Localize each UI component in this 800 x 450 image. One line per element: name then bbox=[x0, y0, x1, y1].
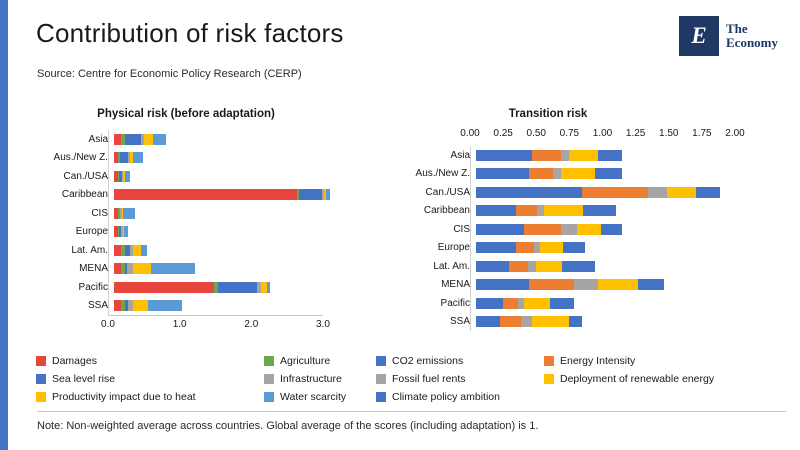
bar-segment bbox=[561, 150, 569, 161]
bar-segment bbox=[524, 224, 561, 235]
legend-item bbox=[264, 355, 330, 367]
bar-track bbox=[476, 276, 741, 295]
x-axis-baseline bbox=[108, 315, 323, 316]
category-label: Europe bbox=[437, 242, 470, 254]
bar-segment bbox=[532, 150, 561, 161]
bar-segment bbox=[476, 150, 532, 161]
category-label: Asia bbox=[88, 133, 108, 145]
legend-label: Energy Intensity bbox=[560, 355, 636, 367]
bar-segment bbox=[299, 189, 322, 200]
legend-label: Fossil fuel rents bbox=[392, 373, 466, 385]
legend-item bbox=[376, 391, 500, 403]
bar-segment bbox=[536, 261, 563, 272]
category-label: SSA bbox=[449, 316, 470, 328]
bar-segment bbox=[133, 152, 142, 163]
bar-segment bbox=[148, 300, 182, 311]
chart-row bbox=[398, 257, 758, 276]
bar-segment bbox=[153, 134, 167, 145]
legend-swatch bbox=[376, 356, 386, 366]
brand-logo bbox=[679, 16, 778, 56]
bar-segment bbox=[529, 168, 553, 179]
bar-track bbox=[476, 239, 741, 258]
bar-segment bbox=[524, 298, 551, 309]
bar-segment bbox=[476, 187, 582, 198]
chart-legend bbox=[36, 355, 776, 407]
bar-track bbox=[114, 204, 329, 223]
legend-item bbox=[544, 355, 635, 367]
x-tick: 0.50 bbox=[526, 128, 546, 139]
category-label: CIS bbox=[453, 223, 470, 235]
chart-row bbox=[398, 276, 758, 295]
bar-track bbox=[114, 186, 329, 205]
bar-track bbox=[114, 297, 329, 316]
bar-segment bbox=[561, 168, 595, 179]
chart-row bbox=[36, 149, 356, 168]
bar-track bbox=[114, 223, 329, 242]
bar-segment bbox=[601, 224, 622, 235]
bar-segment bbox=[583, 205, 616, 216]
bar-track bbox=[114, 130, 329, 149]
bar-segment bbox=[598, 150, 622, 161]
chart-row bbox=[398, 294, 758, 313]
category-label: Europe bbox=[75, 226, 108, 238]
chart-row bbox=[398, 220, 758, 239]
chart-row bbox=[36, 130, 356, 149]
bar-segment bbox=[476, 224, 524, 235]
footnote: Note: Non-weighted average across countries. Global average of the scores (including adaptation) is 1. bbox=[37, 420, 539, 432]
category-label: Aus./New Z. bbox=[415, 168, 470, 180]
legend-label: CO2 emissions bbox=[392, 355, 464, 367]
bar-segment bbox=[124, 226, 128, 237]
bar-segment bbox=[114, 245, 121, 256]
bar-segment bbox=[500, 316, 521, 327]
bar-segment bbox=[582, 187, 648, 198]
legend-swatch bbox=[376, 374, 386, 384]
logo-line-2: Economy bbox=[726, 35, 778, 50]
bar-segment bbox=[133, 263, 151, 274]
bar-segment bbox=[476, 279, 529, 290]
x-tick: 2.0 bbox=[244, 319, 259, 330]
legend-label: Deployment of renewable energy bbox=[560, 373, 715, 385]
bar-segment bbox=[114, 282, 214, 293]
category-label: MENA bbox=[79, 263, 108, 275]
logo-text bbox=[726, 22, 778, 50]
chart-transition-risk bbox=[398, 128, 758, 333]
bar-segment bbox=[574, 279, 598, 290]
bar-track bbox=[114, 241, 329, 260]
chart-rows bbox=[36, 130, 356, 315]
x-tick: 1.0 bbox=[172, 319, 187, 330]
bar-segment bbox=[267, 282, 271, 293]
bar-segment bbox=[667, 187, 696, 198]
bar-track bbox=[476, 294, 741, 313]
bar-segment bbox=[114, 189, 297, 200]
chart-row bbox=[398, 183, 758, 202]
bar-segment bbox=[114, 134, 121, 145]
x-axis-tick-labels bbox=[460, 128, 745, 146]
legend-item bbox=[36, 391, 196, 403]
category-label: Lat. Am. bbox=[433, 260, 470, 272]
bar-segment bbox=[114, 300, 121, 311]
bar-segment bbox=[537, 205, 544, 216]
bar-segment bbox=[476, 261, 509, 272]
bar-track bbox=[476, 257, 741, 276]
legend-swatch bbox=[36, 356, 46, 366]
chart-title-transition-risk: Transition risk bbox=[508, 108, 588, 120]
legend-swatch bbox=[36, 392, 46, 402]
chart-row bbox=[398, 165, 758, 184]
bar-track bbox=[114, 278, 329, 297]
category-label: CIS bbox=[91, 207, 108, 219]
legend-label: Water scarcity bbox=[280, 391, 347, 403]
chart-row bbox=[36, 278, 356, 297]
legend-label: Damages bbox=[52, 355, 97, 367]
chart-row bbox=[36, 204, 356, 223]
legend-swatch bbox=[36, 374, 46, 384]
chart-row bbox=[398, 313, 758, 332]
legend-swatch bbox=[264, 356, 274, 366]
bar-segment bbox=[125, 134, 141, 145]
legend-item bbox=[264, 373, 342, 385]
bar-segment bbox=[476, 316, 500, 327]
legend-item bbox=[376, 373, 466, 385]
legend-swatch bbox=[264, 392, 274, 402]
legend-label: Sea level rise bbox=[52, 373, 116, 385]
bar-track bbox=[476, 165, 741, 184]
bar-segment bbox=[561, 224, 577, 235]
bar-segment bbox=[540, 242, 564, 253]
bar-segment bbox=[516, 242, 535, 253]
legend-label: Infrastructure bbox=[280, 373, 342, 385]
category-label: Pacific bbox=[440, 297, 470, 309]
bar-segment bbox=[326, 189, 330, 200]
bar-segment bbox=[648, 187, 667, 198]
bar-segment bbox=[696, 187, 720, 198]
bar-segment bbox=[218, 282, 257, 293]
page-title: Contribution of risk factors bbox=[36, 18, 344, 48]
bar-segment bbox=[509, 261, 528, 272]
legend-item bbox=[36, 355, 97, 367]
bar-track bbox=[114, 149, 329, 168]
x-tick: 3.0 bbox=[316, 319, 330, 330]
chart-row bbox=[398, 146, 758, 165]
bar-track bbox=[476, 313, 741, 332]
chart-row bbox=[36, 260, 356, 279]
legend-swatch bbox=[544, 374, 554, 384]
bar-track bbox=[476, 202, 741, 221]
x-tick: 1.25 bbox=[625, 128, 646, 139]
bar-segment bbox=[476, 298, 503, 309]
legend-label: Productivity impact due to heat bbox=[52, 391, 196, 403]
bar-segment bbox=[563, 242, 584, 253]
x-tick: 0.25 bbox=[493, 128, 513, 139]
bar-track bbox=[114, 260, 329, 279]
legend-item bbox=[264, 391, 346, 403]
category-label: Lat. Am. bbox=[71, 244, 108, 256]
bar-segment bbox=[123, 208, 134, 219]
bar-segment bbox=[125, 171, 130, 182]
logo-line-1: The bbox=[726, 20, 748, 36]
slide-accent-bar bbox=[0, 0, 8, 450]
x-tick: 1.75 bbox=[692, 128, 712, 139]
bar-segment bbox=[562, 261, 595, 272]
legend-swatch bbox=[264, 374, 274, 384]
chart-physical-risk bbox=[36, 130, 356, 335]
slide bbox=[8, 0, 800, 450]
footnote-divider bbox=[37, 411, 786, 412]
x-tick: 0.75 bbox=[559, 128, 580, 139]
x-tick: 0.0 bbox=[101, 319, 115, 330]
category-label: Can./USA bbox=[63, 170, 108, 182]
chart-row bbox=[36, 167, 356, 186]
chart-row bbox=[36, 241, 356, 260]
chart-row bbox=[36, 223, 356, 242]
category-label: Can./USA bbox=[425, 186, 470, 198]
bar-segment bbox=[476, 242, 516, 253]
category-label: SSA bbox=[87, 300, 108, 312]
bar-segment bbox=[151, 263, 195, 274]
category-label: Aus./New Z. bbox=[53, 152, 108, 164]
category-label: Caribbean bbox=[61, 189, 108, 201]
category-label: Pacific bbox=[78, 281, 108, 293]
bar-track bbox=[476, 146, 741, 165]
x-axis-tick-labels bbox=[101, 319, 330, 335]
bar-segment bbox=[144, 134, 153, 145]
bar-segment bbox=[550, 298, 574, 309]
chart-row bbox=[36, 186, 356, 205]
chart-row bbox=[398, 202, 758, 221]
legend-item bbox=[376, 355, 463, 367]
bar-segment bbox=[503, 298, 519, 309]
legend-item bbox=[544, 373, 714, 385]
chart-rows bbox=[398, 146, 758, 331]
bar-track bbox=[114, 167, 329, 186]
bar-segment bbox=[529, 279, 574, 290]
x-tick: 1.50 bbox=[659, 128, 679, 139]
bar-segment bbox=[569, 150, 598, 161]
bar-segment bbox=[521, 316, 532, 327]
bar-segment bbox=[516, 205, 537, 216]
bar-track bbox=[476, 183, 741, 202]
source-note: Source: Centre for Economic Policy Research (CERP) bbox=[37, 68, 302, 80]
bar-segment bbox=[141, 245, 147, 256]
bar-segment bbox=[544, 205, 584, 216]
category-label: MENA bbox=[441, 279, 470, 291]
logo-mark: E bbox=[679, 16, 719, 56]
category-label: Caribbean bbox=[423, 205, 470, 217]
chart-row bbox=[398, 239, 758, 258]
chart-title-physical-risk: Physical risk (before adaptation) bbox=[97, 108, 275, 120]
bar-segment bbox=[577, 224, 601, 235]
x-tick: 0.00 bbox=[460, 128, 480, 139]
bar-segment bbox=[133, 245, 140, 256]
bar-segment bbox=[532, 316, 569, 327]
bar-segment bbox=[114, 263, 121, 274]
bar-segment bbox=[595, 168, 622, 179]
legend-swatch bbox=[544, 356, 554, 366]
bar-segment bbox=[569, 316, 582, 327]
bar-segment bbox=[476, 205, 516, 216]
bar-segment bbox=[528, 261, 536, 272]
x-tick: 2.00 bbox=[725, 128, 745, 139]
bar-segment bbox=[133, 300, 147, 311]
legend-label: Agriculture bbox=[280, 355, 331, 367]
legend-swatch bbox=[376, 392, 386, 402]
chart-row bbox=[36, 297, 356, 316]
bar-segment bbox=[638, 279, 665, 290]
category-label: Asia bbox=[450, 149, 470, 161]
bar-segment bbox=[553, 168, 561, 179]
x-tick: 1.00 bbox=[592, 128, 613, 139]
bar-segment bbox=[476, 168, 529, 179]
bar-track bbox=[476, 220, 741, 239]
legend-label: Climate policy ambition bbox=[392, 391, 500, 403]
bar-segment bbox=[120, 152, 127, 163]
legend-item bbox=[36, 373, 115, 385]
bar-segment bbox=[598, 279, 638, 290]
